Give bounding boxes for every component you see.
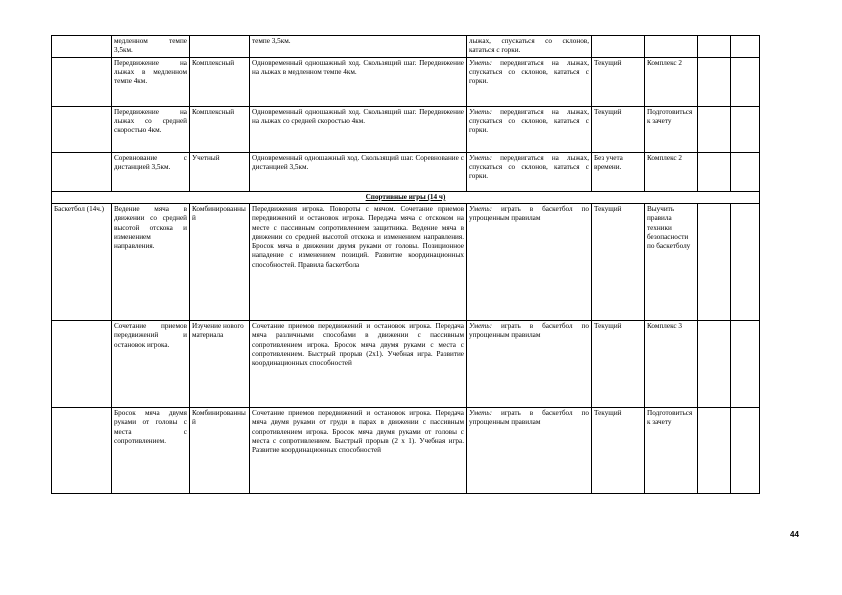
date-fact-cell — [731, 36, 760, 58]
lesson-type-cell: Комплексный — [190, 107, 250, 153]
requirements-cell — [467, 408, 592, 494]
lesson-topic-cell: медленном темпе 3,5км. — [112, 36, 190, 58]
lesson-type-cell: Комплексный — [190, 58, 250, 107]
homework-cell: Комплекс 3 — [645, 321, 698, 408]
topic-cell — [52, 58, 112, 107]
requirements-label: Уметь: — [469, 59, 493, 67]
lesson-type-cell: Комбинированный — [190, 408, 250, 494]
control-cell: Без учета времени. — [592, 153, 645, 192]
date-plan-cell — [698, 153, 731, 192]
requirements-cell — [467, 58, 592, 107]
content-cell: Одновременный одношажный ход. Скользящий шаг. Передвижение на лыжах со средней скоростью 4км. — [250, 107, 467, 153]
lesson-topic-cell: Ведение мяча в движении со средней высотой отскока и изменением направления. — [112, 204, 190, 321]
date-plan-cell — [698, 107, 731, 153]
topic-cell — [52, 321, 112, 408]
lesson-type-cell: Учетный — [190, 153, 250, 192]
requirements-label: Уметь: — [469, 108, 493, 116]
date-plan-cell — [698, 36, 731, 58]
table-row — [52, 321, 760, 408]
date-plan-cell — [698, 321, 731, 408]
topic-cell: Баскетбол (14ч.) — [52, 204, 112, 321]
content-cell: Сочетание приемов передвижений и остановок игрока. Передача мяча двумя руками от груди в парах в движении с пассивным сопротивлением игрока. Бросок мяча двумя руками от головы с места с сопротивлением. Быстрый прорыв (2 х 1). Учебная игра. Развитие координационных способностей — [250, 408, 467, 494]
date-fact-cell — [731, 107, 760, 153]
lesson-plan-table — [51, 35, 760, 494]
section-title: Спортивные игры (14 ч) — [52, 192, 760, 204]
topic-cell — [52, 107, 112, 153]
requirements-cell — [467, 36, 592, 58]
requirements-cell — [467, 204, 592, 321]
table-row — [52, 107, 760, 153]
homework-cell — [645, 36, 698, 58]
content-cell: Одновременный одношажный ход. Скользящий шаг. Передвижение на лыжах в медленном темпе 4км. — [250, 58, 467, 107]
requirements-text: лыжах, спускаться со склонов, кататься с горки. — [469, 37, 589, 55]
control-cell: Текущий — [592, 107, 645, 153]
homework-cell: Подготовиться к зачету — [645, 107, 698, 153]
section-header-row — [52, 192, 760, 204]
requirements-text: играть в баскетбол по упрощенным правилам — [469, 205, 589, 223]
content-cell: темпе 3,5км. — [250, 36, 467, 58]
requirements-label: Уметь: — [469, 409, 493, 418]
requirements-cell — [467, 321, 592, 408]
requirements-text: передвигаться на лыжах, спускаться со склонов, кататься с горки. — [469, 59, 589, 86]
date-fact-cell — [731, 204, 760, 321]
topic-cell — [52, 36, 112, 58]
date-plan-cell — [698, 204, 731, 321]
control-cell: Текущий — [592, 321, 645, 408]
requirements-text: играть в баскетбол по упрощенным правилам — [469, 322, 589, 340]
lesson-type-cell: Изучение нового материала — [190, 321, 250, 408]
date-fact-cell — [731, 153, 760, 192]
table-row — [52, 408, 760, 494]
date-fact-cell — [731, 408, 760, 494]
lesson-topic-cell: Соревнование с дистанцией 3,5км. — [112, 153, 190, 192]
homework-cell: Комплекс 2 — [645, 153, 698, 192]
topic-cell — [52, 408, 112, 494]
requirements-text: передвигаться на лыжах, спускаться со склонов, кататься с горки. — [469, 108, 589, 135]
homework-cell: Выучить правила техники безопасности по баскетболу — [645, 204, 698, 321]
homework-cell: Подготовиться к зачету — [645, 408, 698, 494]
lesson-topic-cell: Бросок мяча двумя руками от головы с места с сопротивлением. — [112, 408, 190, 494]
lesson-topic-cell: Передвижение на лыжах в медленном темпе 4км. — [112, 58, 190, 107]
lesson-topic-cell: Сочетание приемов передвижений и остановок игрока. — [112, 321, 190, 408]
requirements-label: Уметь: — [469, 205, 493, 214]
requirements-text: играть в баскетбол по упрощенным правилам — [469, 409, 589, 427]
requirements-cell — [467, 107, 592, 153]
content-cell: Сочетание приемов передвижений и остановок игрока. Передача мяча различными способами в движении с пассивным сопротивлением игрока. Бросок мяча двумя руками с места с сопротивлением. Быстрый прорыв (2х1). Учебная игра. Развитие координационных способностей — [250, 321, 467, 408]
table-row — [52, 36, 760, 58]
date-plan-cell — [698, 408, 731, 494]
table-row — [52, 204, 760, 321]
lesson-topic-cell: Передвижение на лыжах со средней скоростью 4км. — [112, 107, 190, 153]
requirements-label: Уметь: — [469, 154, 493, 162]
lesson-type-cell — [190, 36, 250, 58]
requirements-label: Уметь: — [469, 322, 493, 331]
page-number: 44 — [790, 530, 799, 539]
date-plan-cell — [698, 58, 731, 107]
requirements-cell — [467, 153, 592, 192]
control-cell — [592, 36, 645, 58]
topic-cell — [52, 153, 112, 192]
date-fact-cell — [731, 321, 760, 408]
table-row — [52, 153, 760, 192]
control-cell: Текущий — [592, 408, 645, 494]
content-cell: Одновременный одношажный ход. Скользящий шаг. Соревнование с дистанцией 3,5км. — [250, 153, 467, 192]
requirements-text: передвигаться на лыжах, спускаться со склонов, кататься с горки. — [469, 154, 589, 181]
content-cell: Передвижения игрока. Повороты с мячом. Сочетание приемов передвижений и остановок игрока. Передача мяча с отскоком на месте с пассивным сопротивлением защитника. Ведение мяча в движении со средней высотой отскока и изменением направления. Бросок мяча в движении двумя руками от головы. Позиционное нападение с изменением позиций. Развитие координационных способностей. Правила баскетбола — [250, 204, 467, 321]
control-cell: Текущий — [592, 204, 645, 321]
homework-cell: Комплекс 2 — [645, 58, 698, 107]
table-row — [52, 58, 760, 107]
date-fact-cell — [731, 58, 760, 107]
lesson-type-cell: Комбинированный — [190, 204, 250, 321]
control-cell: Текущий — [592, 58, 645, 107]
